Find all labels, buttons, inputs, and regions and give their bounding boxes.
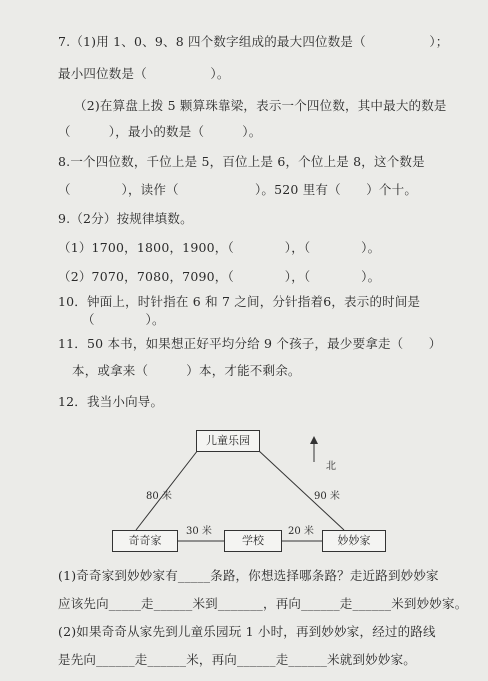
school-box: 学校 bbox=[224, 530, 282, 552]
qiqi-home-box: 奇奇家 bbox=[112, 530, 178, 552]
q9-line-2: （2）7070，7080，7090，（ ），（ ）。 bbox=[58, 269, 381, 284]
dist-qiqi-park: 80 米 bbox=[146, 491, 172, 502]
q9-line-1: （1）1700，1800，1900，（ ），（ ）。 bbox=[58, 240, 381, 255]
q9-title: 9.（2分）按规律填数。 bbox=[58, 211, 193, 226]
q12-part1-line-2: 应该先向_____走______米到_______，再向______走______米到妙妙家。 bbox=[58, 596, 468, 611]
q12-part1-line-1: (1)奇奇家到妙妙家有_____条路，你想选择哪条路？走近路到妙妙家 bbox=[58, 568, 439, 583]
north-arrow-head-icon bbox=[310, 436, 318, 444]
miaomiao-home-box: 妙妙家 bbox=[322, 530, 386, 552]
q7-line-3: （2)在算盘上拨 5 颗算珠靠梁，表示一个四位数，其中最大的数是 bbox=[74, 98, 447, 113]
q10-line-2: （ ）。 bbox=[82, 312, 165, 327]
north-label: 北 bbox=[326, 461, 336, 472]
dist-school-miaomiao: 20 米 bbox=[288, 526, 314, 537]
dist-qiqi-school: 30 米 bbox=[186, 526, 212, 537]
q7-line-2: 最小四位数是（ ）。 bbox=[58, 66, 230, 81]
q10-line-1: 10．钟面上，时针指在 6 和 7 之间，分针指着6，表示的时间是 bbox=[58, 294, 421, 309]
q7-line-1: 7.（1)用 1、0、9、8 四个数字组成的最大四位数是（ ）； bbox=[58, 34, 449, 49]
q12-title: 12．我当小向导。 bbox=[58, 394, 164, 409]
q12-part2-line-1: (2)如果奇奇从家先到儿童乐园玩 1 小时，再到妙妙家，经过的路线 bbox=[58, 624, 436, 639]
q11-line-1: 11．50 本书，如果想正好平均分给 9 个孩子，最少要拿走（ ） bbox=[58, 336, 442, 351]
q12-part2-line-2: 是先向______走______米，再向______走______米就到妙妙家。 bbox=[58, 652, 417, 667]
q8-line-1: 8.一个四位数，千位上是 5，百位上是 6，个位上是 8，这个数是 bbox=[58, 154, 425, 169]
q11-line-2: 本，或拿来（ ）本，才能不剩余。 bbox=[72, 363, 301, 378]
q8-line-2: （ ），读作（ ）。520 里有（ ）个十。 bbox=[58, 182, 418, 197]
dist-park-miaomiao: 90 米 bbox=[314, 491, 340, 502]
q7-line-4: （ ），最小的数是（ ）。 bbox=[58, 124, 262, 139]
park-box: 儿童乐园 bbox=[196, 430, 260, 452]
